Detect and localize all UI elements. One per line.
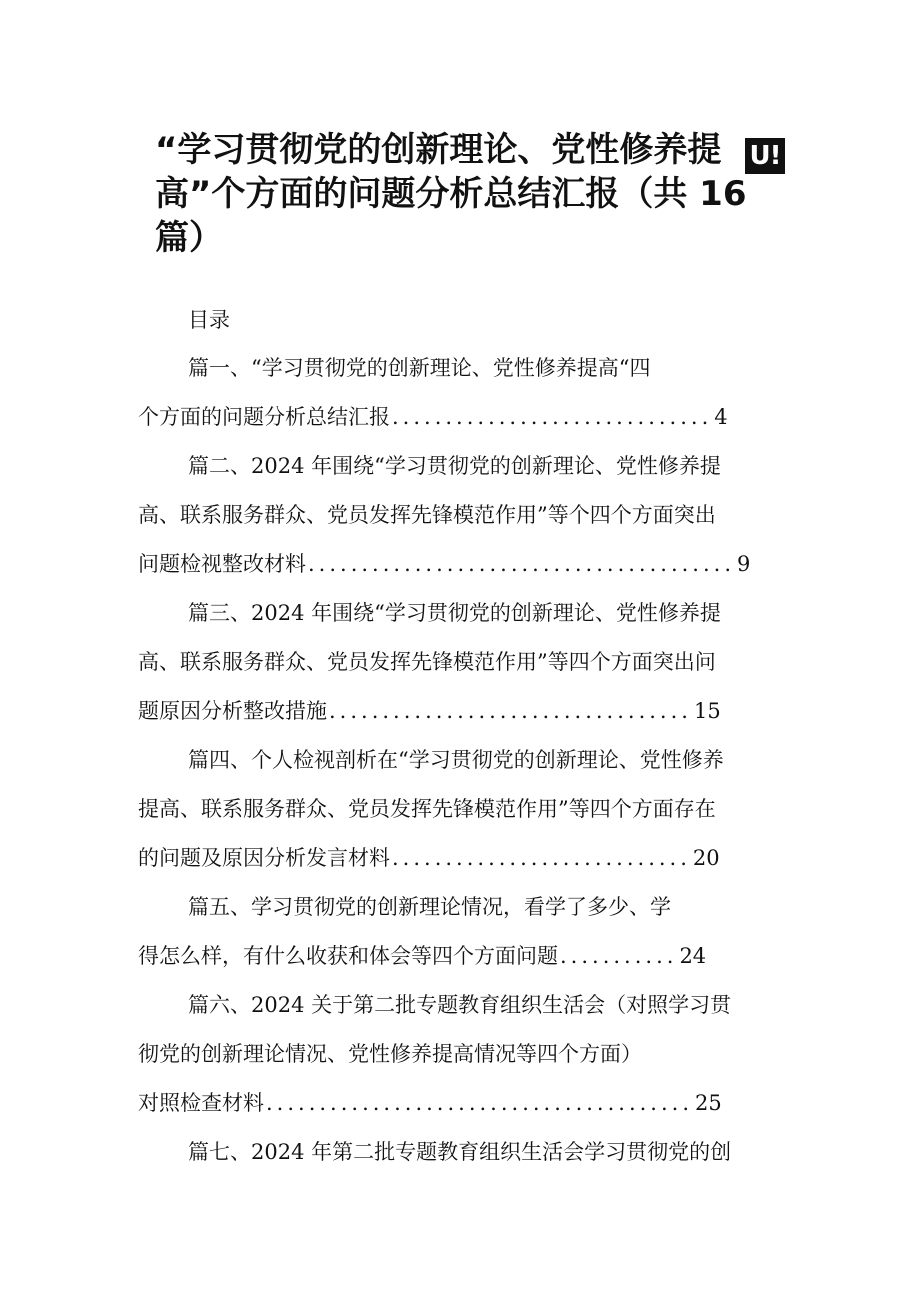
- toc-entry-4-text: 的问题及原因分析发言材料: [138, 846, 390, 870]
- toc-entry-2-page: 9: [737, 552, 751, 576]
- document-title: [155, 128, 747, 260]
- toc-entry-5-text: 得怎么样，有什么收获和体会等四个方面问题: [138, 944, 558, 968]
- toc-entry-4-line-1: 篇四、个人检视剖析在“学习贯彻党的创新理论、党性修养: [188, 748, 724, 772]
- toc-entry-5-leader: ...........: [560, 944, 678, 968]
- toc-entry-3-line-2: 高、联系服务群众、党员发挥先锋模范作用”等四个方面突出问: [138, 650, 716, 674]
- toc-entry-5-last[interactable]: [138, 941, 766, 971]
- toc-entry-3-last[interactable]: [138, 696, 778, 726]
- toc-entry-6-leader: ........................................: [266, 1091, 694, 1115]
- toc-entry-3-text: 题原因分析整改措施: [138, 699, 327, 723]
- toc-entry-5-line-1: 篇五、学习贯彻党的创新理论情况，看学了多少、学: [188, 895, 671, 919]
- toc-entry-6-last[interactable]: [138, 1088, 766, 1118]
- toc-heading: 目录: [188, 308, 230, 332]
- toc-entry-4-line-2: 提高、联系服务群众、党员发挥先锋模范作用”等四个方面存在: [138, 797, 716, 821]
- toc-entry-3-leader: ..................................: [329, 699, 692, 723]
- toc-entry-5-page: 24: [679, 944, 707, 968]
- toc-entry-2-last[interactable]: [138, 549, 778, 579]
- toc-entry-4-leader: ............................: [392, 846, 691, 870]
- logo-badge: U!: [745, 138, 785, 174]
- title-line-1: “学习贯彻党的创新理论、党性修养提: [155, 130, 722, 170]
- toc-entry-2-text: 问题检视整改材料: [138, 552, 306, 576]
- title-line-3: 篇）: [155, 218, 223, 258]
- toc-entry-6-page: 25: [695, 1091, 722, 1115]
- toc-entry-2-line-2: 高、联系服务群众、党员发挥先锋模范作用”等个四个方面突出: [138, 503, 716, 527]
- toc-entry-2-line-1: 篇二、2024 年围绕“学习贯彻党的创新理论、党性修养提: [188, 454, 721, 478]
- toc-entry-1-text: 个方面的问题分析总结汇报: [138, 405, 390, 429]
- toc-entry-6-line-1: 篇六、2024 关于第二批专题教育组织生活会（对照学习贯: [188, 993, 732, 1017]
- toc-entry-4-last[interactable]: [138, 843, 778, 873]
- title-line-2: 高”个方面的问题分析总结汇报（共 16: [155, 174, 747, 214]
- toc-entry-1-leader: ..............................: [392, 405, 713, 429]
- toc-entry-6-line-2: 彻党的创新理论情况、党性修养提高情况等四个方面）: [138, 1042, 642, 1066]
- toc-entry-7-line-1: 篇七、2024 年第二批专题教育组织生活会学习贯彻党的创: [188, 1140, 732, 1164]
- toc-entry-3-page: 15: [693, 699, 721, 723]
- toc-entry-4-page: 20: [692, 846, 720, 870]
- toc-entry-1-page: 4: [714, 405, 728, 429]
- toc-entry-1-last[interactable]: [138, 402, 770, 432]
- toc-entry-2-leader: ........................................: [308, 552, 736, 576]
- toc-entry-6-text: 对照检查材料: [138, 1091, 264, 1115]
- toc-entry-1-line-1: 篇一、“学习贯彻党的创新理论、党性修养提高“四: [188, 356, 651, 380]
- toc-entry-3-line-1: 篇三、2024 年围绕“学习贯彻党的创新理论、党性修养提: [188, 601, 721, 625]
